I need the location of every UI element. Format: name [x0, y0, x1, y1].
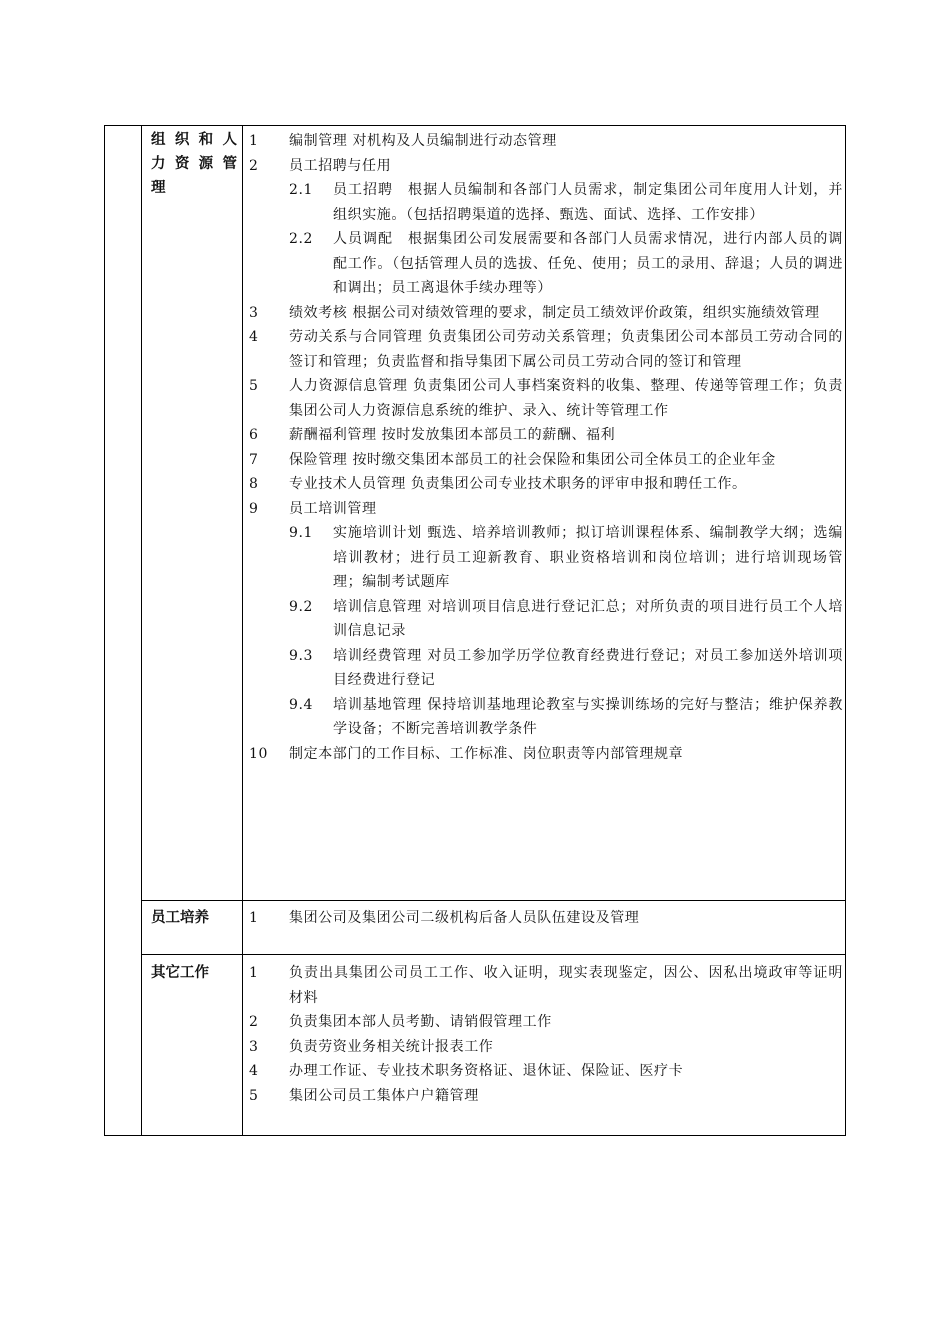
- item-text: 员工招聘与任用: [289, 157, 392, 174]
- item-number: 4: [249, 1063, 259, 1079]
- list-item: [249, 301, 843, 326]
- section-staff-development-items: [249, 906, 843, 931]
- item-text: 负责集团本部人员考勤、请销假管理工作: [289, 1014, 552, 1030]
- list-item: [249, 325, 843, 374]
- item-number: 9.2: [289, 598, 314, 615]
- item-number: 3: [249, 1038, 259, 1055]
- item-number: 3: [249, 304, 259, 321]
- sub-list-item: [249, 178, 843, 227]
- item-number: 2: [249, 1014, 259, 1030]
- item-text: 集团公司及集团公司二级机构后备人员队伍建设及管理: [289, 910, 640, 926]
- item-text: 人力资源信息管理 负责集团公司人事档案资料的收集、整理、传递等管理工作；负责集团公司人力资源信息系统的维护、录入、统计等管理工作: [289, 378, 843, 419]
- sub-list-item: [249, 595, 843, 644]
- list-item: [249, 961, 843, 1010]
- item-text: 劳动关系与合同管理 负责集团公司劳动关系管理；负责集团公司本部员工劳动合同的签订和管理；负责监督和指导集团下属公司员工劳动合同的签订和管理: [289, 329, 843, 370]
- item-text: 编制管理 对机构及人员编制进行动态管理: [289, 133, 557, 149]
- item-number: 5: [249, 1087, 259, 1104]
- sub-list-item: [249, 644, 843, 693]
- category-line: 力 资 源 管: [151, 155, 237, 172]
- list-item: [249, 1084, 843, 1109]
- item-number: 9.3: [289, 647, 314, 664]
- category-line: 理: [151, 179, 166, 196]
- item-number: 10: [249, 745, 269, 762]
- list-item: [249, 497, 843, 522]
- list-item: [249, 448, 843, 473]
- sub-list-item: [249, 227, 843, 301]
- item-number: 2.1: [289, 182, 314, 198]
- category-org-hr: [151, 128, 237, 200]
- row-divider-1: [141, 900, 845, 901]
- item-text: 办理工作证、专业技术职务资格证、退休证、保险证、医疗卡: [289, 1063, 684, 1079]
- column-divider-right: [242, 126, 243, 1135]
- item-text: 保险管理 按时缴交集团本部员工的社会保险和集团公司全体员工的企业年金: [289, 451, 776, 468]
- column-divider-left: [141, 126, 142, 1135]
- item-number: 2: [249, 157, 259, 174]
- sub-list-item: [249, 693, 843, 742]
- category-line: 其它工作: [151, 964, 209, 981]
- item-text: 实施培训计划 甄选、培养培训教师；拟订培训课程体系、编制教学大纲；选编培训教材；进行员工迎新教育、职业资格培训和岗位培训；进行培训现场管理；编制考试题库: [333, 525, 843, 590]
- list-item: [249, 906, 843, 931]
- row-divider-2: [141, 954, 845, 955]
- item-number: 2.2: [289, 231, 314, 247]
- list-item: [249, 472, 843, 497]
- item-number: 9: [249, 500, 259, 517]
- list-item: [249, 374, 843, 423]
- item-number: 1: [249, 133, 259, 149]
- category-line: 员工培养: [151, 909, 209, 926]
- list-item: [249, 129, 843, 154]
- list-item: [249, 1010, 843, 1035]
- category-other-work: [151, 961, 239, 985]
- list-item: [249, 154, 843, 179]
- item-text: 制定本部门的工作目标、工作标准、岗位职责等内部管理规章: [289, 745, 684, 762]
- item-number: 9.4: [289, 696, 314, 713]
- item-text: 人员调配 根据集团公司发展需要和各部门人员需求情况，进行内部人员的调配工作。（包括管理人员的选拔、任免、使用；员工的录用、辞退；人员的调进和调出；员工离退休手续办理等）: [333, 231, 843, 296]
- item-text: 绩效考核 根据公司对绩效管理的要求，制定员工绩效评价政策，组织实施绩效管理: [289, 304, 820, 321]
- item-number: 1: [249, 910, 259, 926]
- item-text: 专业技术人员管理 负责集团公司专业技术职务的评审申报和聘任工作。: [289, 476, 747, 492]
- item-number: 8: [249, 476, 259, 492]
- item-number: 5: [249, 378, 259, 394]
- item-text: 培训基地管理 保持培训基地理论教室与实操训练场的完好与整洁；维护保养教学设备；不断完善培训教学条件: [333, 696, 843, 737]
- item-text: 员工招聘 根据人员编制和各部门人员需求，制定集团公司年度用人计划，并组织实施。（包括招聘渠道的选择、甄选、面试、选择、工作安排）: [333, 182, 843, 223]
- category-line: 组 织 和 人: [151, 131, 237, 148]
- list-item: [249, 742, 843, 767]
- section-org-hr-items: [249, 129, 843, 766]
- item-number: 4: [249, 329, 259, 345]
- item-text: 集团公司员工集体户户籍管理: [289, 1087, 479, 1104]
- list-item: [249, 1059, 843, 1084]
- item-text: 培训信息管理 对培训项目信息进行登记汇总；对所负责的项目进行员工个人培训信息记录: [333, 598, 843, 639]
- item-number: 9.1: [289, 525, 314, 541]
- sub-list-item: [249, 521, 843, 595]
- item-text: 负责出具集团公司员工工作、收入证明，现实表现鉴定，因公、因私出境政审等证明材料: [289, 965, 843, 1006]
- item-text: 员工培训管理: [289, 500, 377, 517]
- item-number: 7: [249, 451, 259, 468]
- list-item: [249, 1035, 843, 1060]
- item-text: 薪酬福利管理 按时发放集团本部员工的薪酬、福利: [289, 427, 616, 443]
- responsibility-table: [104, 125, 846, 1136]
- item-text: 培训经费管理 对员工参加学历学位教育经费进行登记；对员工参加送外培训项目经费进行登记: [333, 647, 843, 688]
- list-item: [249, 423, 843, 448]
- item-text: 负责劳资业务相关统计报表工作: [289, 1038, 494, 1055]
- category-staff-development: [151, 906, 239, 930]
- section-other-work-items: [249, 961, 843, 1108]
- item-number: 1: [249, 965, 259, 981]
- item-number: 6: [249, 427, 259, 443]
